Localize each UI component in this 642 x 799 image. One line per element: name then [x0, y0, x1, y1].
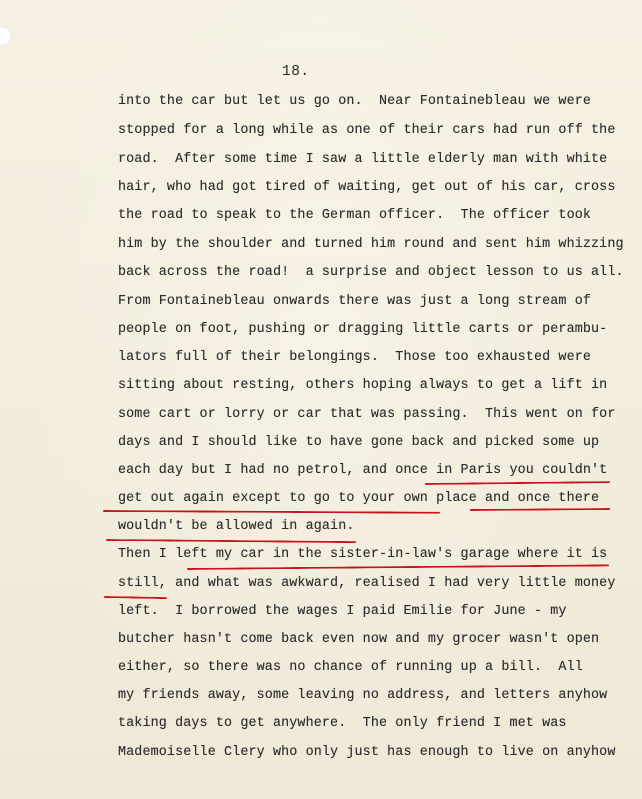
text-line: butcher hasn't come back even now and my grocer wasn't open	[118, 632, 600, 647]
page-number: 18.	[282, 64, 310, 80]
text-line: road. After some time I saw a little elderly man with white	[118, 152, 608, 167]
text-line: still, and what was awkward, realised I had very little money	[118, 576, 616, 591]
red-underline	[104, 596, 167, 599]
text-line: stopped for a long while as one of their cars had run off the	[118, 123, 616, 138]
text-line: From Fontainebleau onwards there was just a long stream of	[118, 294, 592, 309]
text-line: days and I should like to have gone back and picked some up	[118, 435, 600, 450]
text-line: some cart or lorry or car that was passing. This went on for	[118, 407, 616, 422]
red-underline	[103, 510, 440, 514]
text-line: hair, who had got tired of waiting, get out of his car, cross	[118, 180, 616, 195]
text-line: get out again except to go to your own place and once there	[118, 491, 600, 506]
red-underline	[106, 539, 356, 543]
text-line: either, so there was no chance of running up a bill. All	[118, 660, 583, 675]
text-line: him by the shoulder and turned him round and sent him whizzing	[118, 237, 624, 252]
text-line: sitting about resting, others hoping always to get a lift in	[118, 378, 608, 393]
text-line: my friends away, some leaving no address, and letters anyhow	[118, 688, 608, 703]
red-underline	[470, 508, 610, 511]
red-underline	[187, 564, 609, 570]
red-underline	[425, 481, 610, 485]
text-line: into the car but let us go on. Near Fontainebleau we were	[118, 94, 592, 109]
text-line: Mademoiselle Clery who only just has enough to live on anyhow	[118, 745, 616, 760]
text-line: back across the road! a surprise and object lesson to us all.	[118, 265, 624, 280]
text-line: lators full of their belongings. Those too exhausted were	[118, 350, 592, 365]
text-line: left. I borrowed the wages I paid Emilie for June - my	[118, 604, 567, 619]
text-line: the road to speak to the German officer. The officer took	[118, 208, 592, 223]
text-line: people on foot, pushing or dragging little carts or perambu-	[118, 322, 608, 337]
text-line: wouldn't be allowed in again.	[118, 519, 355, 534]
punch-hole	[0, 26, 12, 46]
text-line: Then I left my car in the sister-in-law's garage where it is	[118, 547, 608, 562]
text-line: each day but I had no petrol, and once in Paris you couldn't	[118, 463, 608, 478]
text-line: taking days to get anywhere. The only friend I met was	[118, 716, 567, 731]
